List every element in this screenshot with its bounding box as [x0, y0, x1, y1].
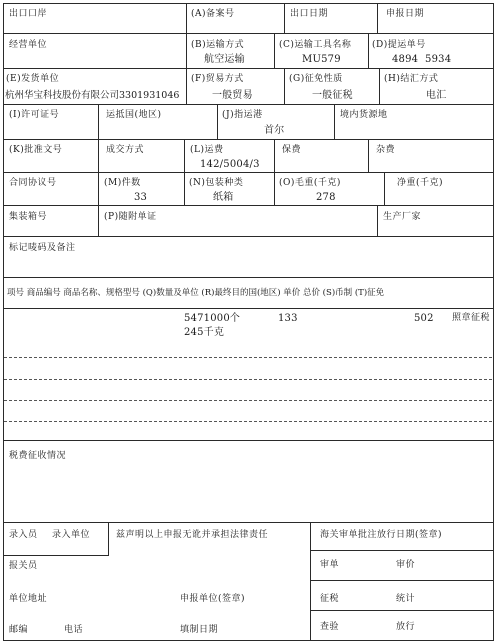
net-weight-label: 净重(千克) [397, 178, 444, 188]
col-line [186, 3, 187, 34]
freight-value: 142/5004/3 [200, 159, 260, 170]
transport-mode-label: (B)运输方式 [191, 40, 245, 50]
freight-label: (L)运费 [190, 145, 224, 155]
dashed-line [4, 421, 492, 422]
customs-approval-label: 海关审单批注放行日期(签章) [320, 530, 443, 540]
border-right [493, 3, 494, 641]
col-line [217, 104, 218, 140]
col-line [274, 172, 275, 206]
footer-line [310, 550, 494, 551]
package-label: (N)包装种类 [189, 178, 244, 188]
marks-label: 标记唛码及备注 [9, 243, 76, 253]
footer-line [3, 555, 108, 556]
border-left [3, 3, 4, 641]
gross-weight-label: (O)毛重(千克) [279, 178, 341, 188]
tax-nature-value: 一般征税 [312, 90, 353, 101]
col-line [284, 3, 285, 34]
col-line [377, 205, 378, 237]
gross-weight-value: 278 [316, 192, 336, 203]
declaration-statement: 兹声明以上申报无讹并承担法律责任 [116, 530, 269, 540]
row-line [3, 104, 494, 105]
goods-tax-mode: 照章征税 [452, 313, 491, 323]
manufacturer-label: 生产厂家 [383, 212, 422, 222]
row-line [3, 68, 494, 69]
trade-mode-label: (F)贸易方式 [191, 74, 244, 84]
pieces-value: 33 [134, 192, 148, 203]
goods-destination-code: 133 [278, 313, 298, 324]
goods-currency: 502 [414, 313, 434, 324]
declarant-label: 报关员 [9, 561, 38, 571]
footer-line [310, 610, 494, 611]
container-label: 集装箱号 [9, 212, 48, 222]
source-label: 境内货源地 [340, 110, 388, 120]
bill-no-label: (D)提运单号 [372, 40, 426, 50]
unit-address-label: 单位地址 [9, 594, 48, 604]
release-label: 放行 [396, 622, 416, 632]
approval-label: (K)批准文号 [9, 145, 63, 155]
border-top [3, 3, 494, 4]
row-line [3, 139, 494, 140]
transport-mode-value: 航空运输 [204, 54, 245, 65]
dest-country-label: 运抵国(地区) [106, 110, 162, 120]
transport-tool-label: (C)运输工具名称 [279, 40, 352, 50]
col-line [186, 68, 187, 105]
goods-quantity: 5471000个 [184, 313, 241, 324]
fill-date-label: 填制日期 [180, 625, 219, 635]
tax-collect-label: 征税 [320, 594, 340, 604]
col-line [377, 3, 378, 34]
footer-col-line [310, 522, 311, 641]
declare-unit-label: 申报单位(签章) [180, 594, 246, 604]
col-line [368, 33, 369, 69]
row-line [3, 522, 494, 523]
col-line [98, 205, 99, 237]
col-line [384, 172, 385, 206]
shipper-label: (E)发货单位 [6, 74, 60, 84]
border-bottom [3, 640, 494, 641]
price-review-label: 审价 [396, 560, 416, 570]
col-line [379, 68, 380, 105]
dashed-line [4, 400, 492, 401]
transport-tool-value: MU579 [302, 54, 341, 65]
operator-label: 经营单位 [9, 40, 48, 50]
package-value: 纸箱 [213, 192, 234, 203]
goods-quantity-weight: 245千克 [184, 327, 225, 338]
shipper-value: 杭州华宝科技股份有限公司3301931046 [5, 90, 180, 101]
trade-mode-value: 一般贸易 [212, 90, 253, 101]
phone-label: 电话 [64, 625, 84, 635]
settlement-value: 电汇 [426, 90, 447, 101]
misc-label: 杂费 [376, 145, 396, 155]
postcode-label: 邮编 [9, 625, 29, 635]
col-line [184, 139, 185, 173]
col-line [184, 172, 185, 206]
col-line [98, 139, 99, 173]
review-label: 审单 [320, 560, 340, 570]
port-label: (J)指运港 [222, 110, 263, 120]
row-line [3, 236, 494, 237]
row-line [3, 440, 494, 441]
inspection-label: 查验 [320, 622, 340, 632]
col-line [98, 172, 99, 206]
row-line [3, 308, 494, 309]
docs-label: (P)随附单证 [104, 212, 157, 222]
col-line [368, 139, 369, 173]
contract-label: 合同协议号 [9, 178, 57, 188]
statistics-label: 统计 [396, 594, 416, 604]
entry-clerk-label: 录入员 [9, 530, 38, 540]
footer-line [310, 580, 494, 581]
declare-date-label: 申报日期 [386, 9, 425, 19]
entry-unit-label: 录入单位 [52, 530, 91, 540]
bill-no-value: 4894 5934 [392, 54, 452, 65]
settlement-label: (H)结汇方式 [384, 74, 439, 84]
row-line [3, 277, 494, 278]
row-line [3, 205, 494, 206]
col-line [98, 104, 99, 140]
col-line [284, 68, 285, 105]
deal-mode-label: 成交方式 [106, 145, 145, 155]
dashed-line [4, 357, 492, 358]
insurance-label: 保费 [282, 145, 302, 155]
export-port-label: 出口口岸 [9, 9, 48, 19]
record-no-label: (A)备案号 [191, 9, 235, 19]
col-line [334, 104, 335, 140]
port-value: 首尔 [264, 125, 285, 136]
tax-nature-label: (G)征免性质 [289, 74, 343, 84]
col-line [274, 33, 275, 69]
goods-header: 项号 商品编号 商品名称、规格型号 (Q)数量及单位 (R)最终目的国(地区) 单价 总价 (S)币制 (T)征免 [7, 288, 385, 298]
export-date-label: 出口日期 [290, 9, 329, 19]
col-line [186, 33, 187, 69]
license-label: (I)许可证号 [9, 110, 60, 120]
row-line [3, 33, 494, 34]
dashed-line [4, 379, 492, 380]
pieces-label: (M)件数 [104, 178, 141, 188]
row-line [3, 172, 494, 173]
footer-col-line [108, 522, 109, 556]
tax-collection-label: 税费征收情况 [9, 451, 67, 461]
col-line [274, 139, 275, 173]
